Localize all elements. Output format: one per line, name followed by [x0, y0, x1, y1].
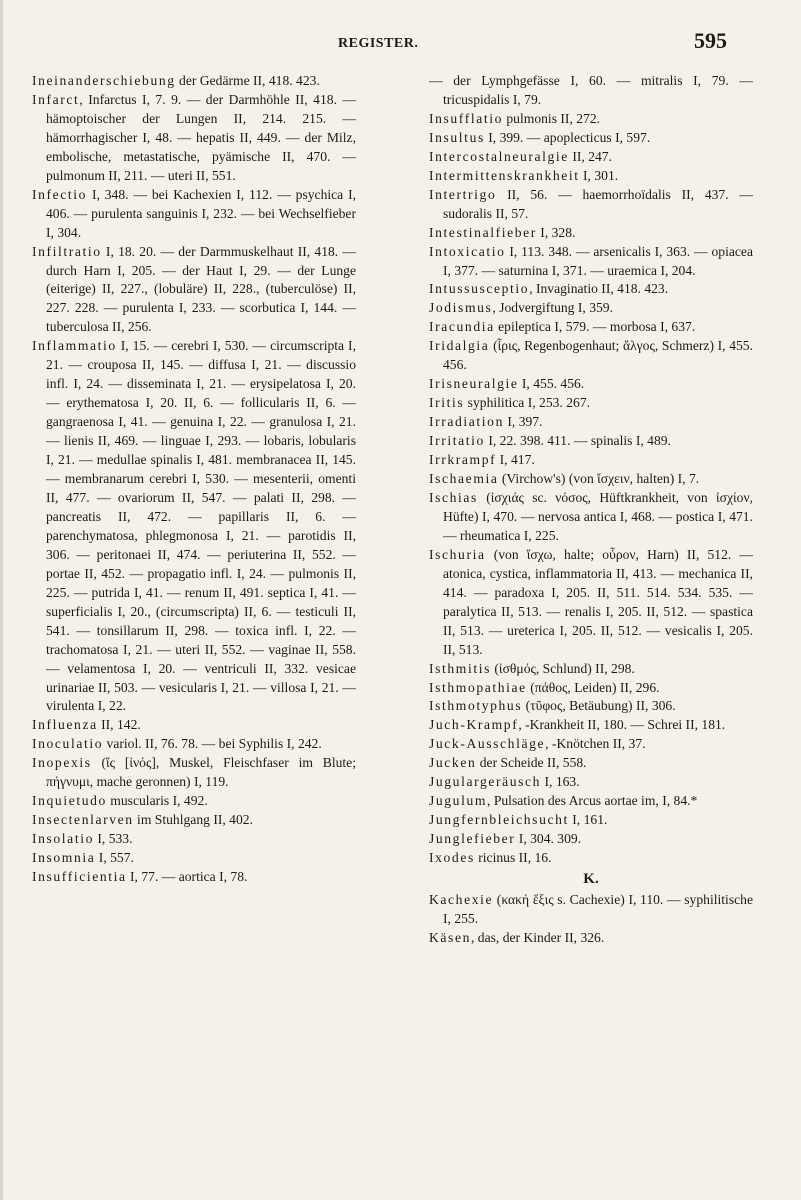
index-entry: [429, 754, 753, 773]
entry-headword: Isthmopathiae: [429, 679, 527, 695]
index-entry: [32, 735, 356, 754]
entry-headword: Intermittenskrankheit: [429, 167, 580, 183]
entry-references: I, 304. 309.: [515, 831, 582, 847]
entry-references: I, 397.: [503, 414, 543, 430]
entry-references: I, 328.: [536, 224, 576, 240]
entry-headword: Jugulargeräusch: [429, 774, 542, 790]
index-entry: [429, 432, 753, 451]
entry-headword: Iritis: [429, 395, 465, 411]
entry-headword: Intercostalneuralgie: [429, 148, 569, 164]
entry-references: , Infarctus I, 7. 9. — der Darmhöhle II, 418. — hämoptoischer der Lungen II, 214. 215. — hämorrhagischer I, 48. — hepatis II, 449. — der Milz, embolische, metastatische, pyämische II, 470. — pulmonum II, 211. — uteri II, 551.: [46, 91, 356, 183]
entry-references: epileptica I, 579. — morbosa I, 637.: [494, 319, 696, 335]
entry-headword: Jugulum: [429, 793, 488, 809]
index-entry: [429, 451, 753, 470]
index-entry: [429, 337, 753, 375]
entry-headword: Insultus: [429, 129, 485, 145]
entry-references: (ἴς [ἰνός], Muskel, Fleischfaser im Blute; πήγνυμι, mache geronnen) I, 119.: [46, 755, 356, 790]
entry-references: I, 455. 456.: [518, 376, 585, 392]
index-entry: [429, 375, 753, 394]
entry-references: I, 348. — bei Kachexien I, 112. — psychica I, 406. — purulenta sanguinis I, 232. — bei Wechselfieber I, 304.: [46, 186, 356, 240]
index-entry: [32, 811, 356, 830]
index-entry: [32, 91, 356, 186]
entry-references: , Invaginatio II, 418. 423.: [529, 281, 669, 297]
entry-headword: Ixodes: [429, 850, 475, 866]
entry-references: , -Knötchen II, 37.: [545, 736, 646, 752]
entry-headword: Isthmotyphus: [429, 698, 523, 714]
entry-headword: Jungfernbleichsucht: [429, 812, 569, 828]
index-column-right: [429, 72, 753, 948]
entry-references: I, 18. 20. — der Darmmuskelhaut II, 418. — durch Harn I, 205. — der Haut I, 29. — der Lunge (eiterige) II, 227., (lobuläre) II, 228., (tuberculöse) II, 227. 228. — purulenta I, 233. — scorbutica I, 144. — tuberculosa II, 256.: [46, 243, 356, 335]
index-entry: [429, 849, 753, 868]
entry-headword: Intoxicatio: [429, 243, 506, 259]
entry-references: I, 533.: [93, 831, 133, 847]
index-entry: [32, 830, 356, 849]
index-entry: [429, 929, 753, 948]
entry-references: pulmonis II, 272.: [502, 110, 601, 126]
entry-references: I, 161.: [568, 812, 608, 828]
index-entry: [429, 243, 753, 281]
entry-references: , -Krankheit II, 180. — Schrei II, 181.: [518, 717, 726, 733]
entry-headword: Inflammatio: [32, 338, 117, 354]
entry-headword: Influenza: [32, 717, 98, 733]
index-entry: [32, 868, 356, 887]
entry-headword: Infarct: [32, 91, 80, 107]
entry-headword: Ischuria: [429, 546, 486, 562]
entry-headword: Irradiation: [429, 414, 504, 430]
entry-headword: Infiltratio: [32, 243, 102, 259]
index-entry: [429, 394, 753, 413]
section-letter: K.: [583, 871, 599, 888]
index-entry: [429, 773, 753, 792]
entry-references: I, 399. — apoplecticus I, 597.: [484, 129, 651, 145]
running-title: REGISTER.: [338, 36, 419, 51]
entry-references: I, 301.: [579, 167, 619, 183]
entry-references: (Virchow's) (von ἴσχειν, halten) I, 7.: [498, 471, 700, 487]
entry-headword: Insufficientia: [32, 869, 127, 885]
entry-references: I, 113. 348. — arsenicalis I, 363. — opiacea I, 377. — saturnina I, 371. — uraemica I, 204.: [443, 243, 753, 278]
entry-headword: Intestinalfieber: [429, 224, 537, 240]
index-entry: [429, 697, 753, 716]
index-entry: [429, 546, 753, 660]
entry-headword: Juck-Ausschläge: [429, 736, 546, 752]
index-entry: [429, 167, 753, 186]
entry-headword: Kachexie: [429, 891, 494, 907]
entry-references: — der Lymphgefässe I, 60. — mitralis I, 79. — tricuspidalis I, 79.: [429, 73, 753, 107]
entry-headword: Jucken: [429, 755, 477, 771]
scan-edge: [0, 0, 3, 1200]
index-entry: [429, 792, 753, 811]
entry-references: (κακή ἕξις s. Cachexie) I, 110. — syphilitische I, 255.: [443, 891, 753, 926]
index-entry: [429, 679, 753, 698]
entry-headword: Insectenlarven: [32, 812, 134, 828]
entry-references: , das, der Kinder II, 326.: [470, 929, 605, 945]
entry-references: II, 56. — haemorrhoïdalis II, 437. — sudoralis II, 57.: [443, 186, 753, 221]
index-entry: [32, 792, 356, 811]
entry-references: (ἶρις, Regenbogenhaut; ἄλγος, Schmerz) I, 455. 456.: [443, 338, 753, 373]
index-entry: [429, 224, 753, 243]
entry-headword: Inopexis: [32, 755, 92, 771]
entry-references: II, 247.: [568, 148, 612, 164]
entry-headword: Ischaemia: [429, 471, 499, 487]
index-entry: [429, 811, 753, 830]
index-column-left: [32, 72, 356, 887]
entry-references: (ἰσθμός, Schlund) II, 298.: [491, 660, 635, 676]
entry-headword: Käsen: [429, 929, 471, 945]
entry-headword: Irritatio: [429, 433, 485, 449]
entry-references: syphilitica I, 253. 267.: [464, 395, 591, 411]
index-entry: [429, 891, 753, 929]
entry-references: ricinus II, 16.: [474, 850, 552, 866]
entry-references: , Jodvergiftung I, 359.: [492, 300, 613, 316]
index-entry: [429, 413, 753, 432]
entry-references: II, 142.: [97, 717, 141, 733]
entry-references: (ἰσχιάς sc. νόσος, Hüftkrankheit, von ἰσχίον, Hüfte) I, 470. — nervosa antica I, 468. — postica I, 471. — rheumatica I, 225.: [443, 489, 753, 543]
entry-headword: Ischias: [429, 489, 478, 505]
page-header: [0, 28, 801, 58]
index-entry: [429, 660, 753, 679]
entry-references: I, 417.: [496, 452, 535, 468]
index-entry: [429, 110, 753, 129]
entry-headword: Insufflatio: [429, 110, 503, 126]
index-entry: [32, 716, 356, 735]
index-entry: [429, 716, 753, 735]
index-entry: [32, 754, 356, 792]
index-entry: [429, 299, 753, 318]
index-entry: [429, 735, 753, 754]
index-entry: [429, 489, 753, 546]
index-entry: [32, 337, 356, 716]
entry-headword: Ineinanderschiebung: [32, 73, 176, 88]
entry-headword: Junglefieber: [429, 831, 516, 847]
entry-headword: Intussusceptio: [429, 281, 530, 297]
entry-references: I, 77. — aortica I, 78.: [126, 869, 248, 885]
index-entry: [32, 243, 356, 338]
index-entry: [32, 849, 356, 868]
entry-references: (τῦφος, Betäubung) II, 306.: [522, 698, 676, 714]
entry-references: I, 15. — cerebri I, 530. — circumscripta I, 21. — crouposa II, 145. — diffusa I, 21. — discussio infl. I, 24. — disseminata I, 21. — erysipelatosa I, 20. — erythematosa I, 20. II, 6. — follicularis II, 6. — gangraenosa I, 41. — genuina I, 22. — granulosa I, 21. — lienis II, 469. — linguae I, 293. — lobaris, lobularis I, 21. — medullae spinalis I, 481. membranacea II, 145. — membranarum cerebri I, 530. — mesenterii, omenti II, 477. — ovariorum II, 547. — palati II, 298. — pancreatis II, 472. — papillaris II, 6. — parenchymatosa, phlegmonosa I, 21. — parotidis II, 306. — peritonaei II, 474. — periuterina II, 552. — portae II, 452. — propagatio infl. I, 24. — pulmonis II, 225. — putrida I, 41. — renum II, 491. septica I, 41. — superficialis I, 20., (circumscripta) II, 6. — testiculi II, 541. — tonsillarum II, 298. — toxica infl. I, 22. — trachomatosa I, 21. — uteri II, 552. — vaginae II, 558. — velamentosa I, 20. — ventriculi II, 332. vesicae urinariae II, 503. — vesicularis I, 21. — villosa I, 21. — virulenta I, 22.: [46, 338, 356, 714]
entry-headword: Irisneuralgie: [429, 376, 519, 392]
entry-headword: Insolatio: [32, 831, 94, 847]
entry-headword: Insomnia: [32, 850, 96, 866]
entry-headword: Iracundia: [429, 319, 495, 335]
page-number: 595: [694, 28, 727, 53]
index-entry: [429, 318, 753, 337]
entry-headword: Iridalgia: [429, 338, 490, 354]
entry-headword: Jodismus: [429, 300, 493, 316]
index-entry: [429, 280, 753, 299]
entry-references: (πάθος, Leiden) II, 296.: [526, 679, 660, 695]
entry-references: variol. II, 76. 78. — bei Syphilis I, 242.: [103, 736, 322, 752]
entry-headword: Juch-Krampf: [429, 717, 519, 733]
entry-references: I, 163.: [541, 774, 580, 790]
entry-headword: Inoculatio: [32, 736, 104, 752]
entry-references: der Scheide II, 558.: [476, 755, 587, 771]
entry-headword: Irrkrampf: [429, 452, 497, 468]
entry-references: (von ἴσχω, halte; οὖρον, Harn) II, 512. — atonica, cystica, inflammatoria II, 413. — mechanica II, 414. — paradoxa I, 205. II, 511. 514. 534. 535. — paralytica II, 513. — renalis I, 205. II, 512. — spastica II, 513. — ureterica I, 205. II, 512. — vesicalis I, 205. II, 513.: [443, 546, 753, 657]
index-entry: [32, 186, 356, 243]
entry-headword: Isthmitis: [429, 660, 491, 676]
entry-references: muscularis I, 492.: [106, 793, 208, 809]
index-entry: [32, 72, 356, 91]
index-entry: [429, 186, 753, 224]
entry-references: I, 557.: [95, 850, 134, 866]
index-entry: [429, 470, 753, 489]
entry-headword: Intertrigo: [429, 186, 497, 202]
index-entry: [429, 148, 753, 167]
entry-references: im Stuhlgang II, 402.: [133, 812, 253, 828]
entry-headword: Infectio: [32, 186, 88, 202]
index-entry: [429, 72, 753, 110]
entry-references: I, 22. 398. 411. — spinalis I, 489.: [484, 433, 671, 449]
entry-references: , Pulsation des Arcus aortae im, I, 84.*: [487, 793, 698, 809]
entry-headword: Inquietudo: [32, 793, 107, 809]
index-entry: [429, 129, 753, 148]
index-entry: [429, 830, 753, 849]
entry-references: der Gedärme II, 418. 423.: [175, 73, 320, 88]
